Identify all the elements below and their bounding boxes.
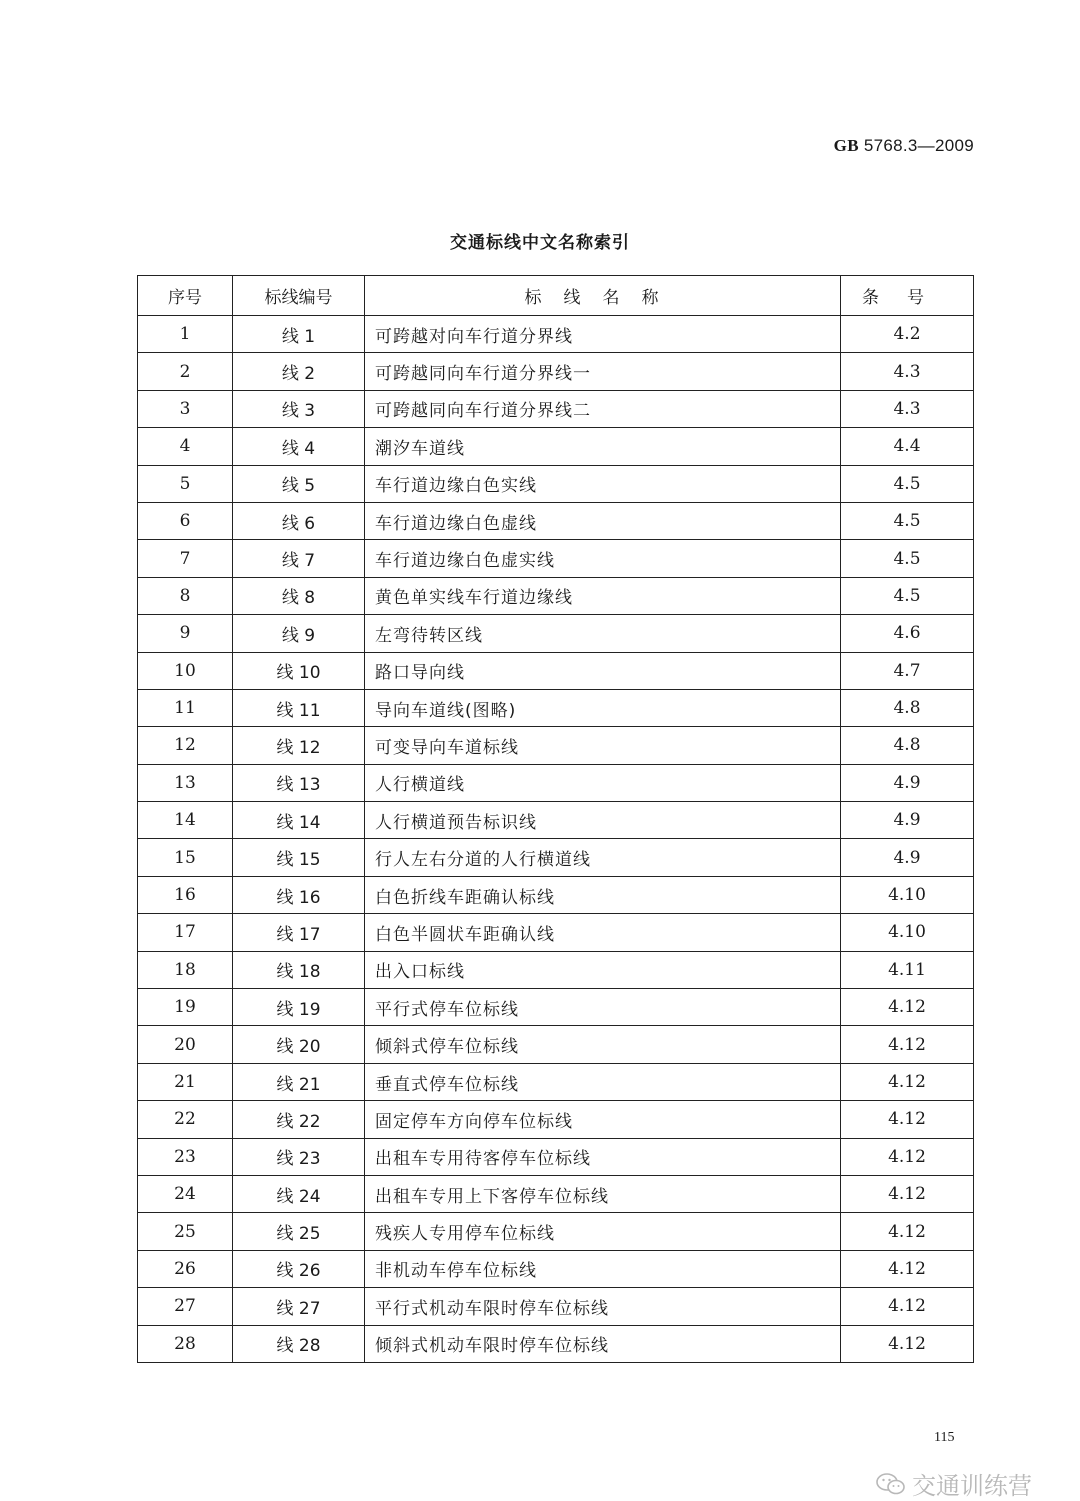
table-row bbox=[138, 839, 974, 876]
table-row bbox=[138, 914, 974, 951]
cell-number: 12 bbox=[138, 727, 233, 764]
cell-marking-name: 出租车专用待客停车位标线 bbox=[365, 1138, 841, 1175]
page-number: 115 bbox=[934, 1430, 955, 1445]
cell-marking-name: 平行式机动车限时停车位标线 bbox=[365, 1288, 841, 1325]
cell-marking-name: 黄色单实线车行道边缘线 bbox=[365, 577, 841, 614]
cell-clause: 4.3 bbox=[841, 353, 974, 390]
table-row bbox=[138, 1063, 974, 1100]
table-row bbox=[138, 577, 974, 614]
table-row bbox=[138, 689, 974, 726]
cell-marking-code: 线 9 bbox=[233, 615, 365, 652]
cell-marking-name: 车行道边缘白色实线 bbox=[365, 465, 841, 502]
cell-marking-name: 白色半圆状车距确认线 bbox=[365, 914, 841, 951]
cell-marking-code: 线 23 bbox=[233, 1138, 365, 1175]
cell-marking-code: 线 21 bbox=[233, 1063, 365, 1100]
cell-marking-code: 线 5 bbox=[233, 465, 365, 502]
cell-marking-code: 线 26 bbox=[233, 1250, 365, 1287]
cell-marking-code: 线 22 bbox=[233, 1101, 365, 1138]
table-row bbox=[138, 316, 974, 353]
cell-marking-code: 线 11 bbox=[233, 689, 365, 726]
cell-marking-name: 路口导向线 bbox=[365, 652, 841, 689]
cell-number: 1 bbox=[138, 316, 233, 353]
watermark-text: 交通训练营 bbox=[912, 1472, 1032, 1500]
cell-marking-name: 人行横道预告标识线 bbox=[365, 802, 841, 839]
cell-number: 2 bbox=[138, 353, 233, 390]
cell-marking-code: 线 2 bbox=[233, 353, 365, 390]
cell-number: 14 bbox=[138, 802, 233, 839]
cell-marking-name: 左弯待转区线 bbox=[365, 615, 841, 652]
table-row bbox=[138, 1101, 974, 1138]
cell-marking-name: 白色折线车距确认标线 bbox=[365, 876, 841, 913]
cell-number: 8 bbox=[138, 577, 233, 614]
cell-marking-code: 线 7 bbox=[233, 540, 365, 577]
cell-clause: 4.2 bbox=[841, 316, 974, 353]
column-header-code: 标线编号 bbox=[233, 276, 365, 316]
column-header-no: 序号 bbox=[138, 276, 233, 316]
cell-clause: 4.12 bbox=[841, 1250, 974, 1287]
cell-marking-name: 出租车专用上下客停车位标线 bbox=[365, 1175, 841, 1212]
cell-number: 18 bbox=[138, 951, 233, 988]
cell-marking-name: 垂直式停车位标线 bbox=[365, 1063, 841, 1100]
cell-number: 24 bbox=[138, 1175, 233, 1212]
table-row bbox=[138, 989, 974, 1026]
cell-marking-name: 固定停车方向停车位标线 bbox=[365, 1101, 841, 1138]
cell-clause: 4.12 bbox=[841, 1288, 974, 1325]
table-row bbox=[138, 353, 974, 390]
cell-number: 19 bbox=[138, 989, 233, 1026]
cell-number: 6 bbox=[138, 502, 233, 539]
cell-number: 11 bbox=[138, 689, 233, 726]
cell-marking-code: 线 1 bbox=[233, 316, 365, 353]
table-row bbox=[138, 390, 974, 427]
cell-number: 27 bbox=[138, 1288, 233, 1325]
cell-marking-code: 线 19 bbox=[233, 989, 365, 1026]
table-row bbox=[138, 540, 974, 577]
cell-number: 21 bbox=[138, 1063, 233, 1100]
table-row bbox=[138, 615, 974, 652]
cell-number: 20 bbox=[138, 1026, 233, 1063]
cell-marking-name: 人行横道线 bbox=[365, 764, 841, 801]
cell-clause: 4.12 bbox=[841, 1138, 974, 1175]
cell-marking-name: 可跨越对向车行道分界线 bbox=[365, 316, 841, 353]
standard-prefix: GB bbox=[833, 136, 859, 155]
table-row bbox=[138, 876, 974, 913]
cell-clause: 4.5 bbox=[841, 577, 974, 614]
cell-marking-name: 平行式停车位标线 bbox=[365, 989, 841, 1026]
table-row bbox=[138, 502, 974, 539]
cell-marking-name: 残疾人专用停车位标线 bbox=[365, 1213, 841, 1250]
cell-marking-code: 线 13 bbox=[233, 764, 365, 801]
cell-marking-code: 线 27 bbox=[233, 1288, 365, 1325]
cell-clause: 4.12 bbox=[841, 1101, 974, 1138]
cell-marking-name: 潮汐车道线 bbox=[365, 428, 841, 465]
cell-marking-name: 可变导向车道标线 bbox=[365, 727, 841, 764]
cell-marking-code: 线 8 bbox=[233, 577, 365, 614]
cell-marking-name: 车行道边缘白色虚线 bbox=[365, 502, 841, 539]
cell-clause: 4.9 bbox=[841, 839, 974, 876]
cell-number: 16 bbox=[138, 876, 233, 913]
cell-number: 3 bbox=[138, 390, 233, 427]
cell-marking-code: 线 12 bbox=[233, 727, 365, 764]
table-row bbox=[138, 764, 974, 801]
cell-number: 10 bbox=[138, 652, 233, 689]
cell-marking-name: 可跨越同向车行道分界线一 bbox=[365, 353, 841, 390]
cell-number: 7 bbox=[138, 540, 233, 577]
cell-number: 13 bbox=[138, 764, 233, 801]
cell-marking-code: 线 18 bbox=[233, 951, 365, 988]
column-header-name: 标线名称 bbox=[365, 276, 841, 316]
cell-clause: 4.8 bbox=[841, 727, 974, 764]
table-row bbox=[138, 727, 974, 764]
cell-number: 15 bbox=[138, 839, 233, 876]
cell-number: 22 bbox=[138, 1101, 233, 1138]
cell-number: 28 bbox=[138, 1325, 233, 1362]
cell-clause: 4.5 bbox=[841, 465, 974, 502]
cell-marking-code: 线 3 bbox=[233, 390, 365, 427]
table-row bbox=[138, 428, 974, 465]
table-row bbox=[138, 1325, 974, 1362]
standard-code bbox=[834, 136, 974, 156]
cell-clause: 4.12 bbox=[841, 1175, 974, 1212]
table-row bbox=[138, 1138, 974, 1175]
watermark bbox=[876, 1466, 1032, 1501]
cell-marking-code: 线 6 bbox=[233, 502, 365, 539]
cell-marking-code: 线 24 bbox=[233, 1175, 365, 1212]
cell-number: 5 bbox=[138, 465, 233, 502]
cell-clause: 4.4 bbox=[841, 428, 974, 465]
cell-clause: 4.12 bbox=[841, 1325, 974, 1362]
table-row bbox=[138, 1288, 974, 1325]
table-row bbox=[138, 802, 974, 839]
wechat-icon bbox=[876, 1472, 906, 1496]
table-row bbox=[138, 1175, 974, 1212]
table-body bbox=[138, 316, 974, 1363]
cell-marking-name: 行人左右分道的人行横道线 bbox=[365, 839, 841, 876]
cell-marking-code: 线 20 bbox=[233, 1026, 365, 1063]
cell-number: 23 bbox=[138, 1138, 233, 1175]
cell-marking-code: 线 16 bbox=[233, 876, 365, 913]
cell-number: 17 bbox=[138, 914, 233, 951]
index-table bbox=[137, 275, 974, 1363]
table-row bbox=[138, 1026, 974, 1063]
cell-clause: 4.9 bbox=[841, 764, 974, 801]
table-row bbox=[138, 1213, 974, 1250]
cell-clause: 4.12 bbox=[841, 1026, 974, 1063]
cell-number: 9 bbox=[138, 615, 233, 652]
cell-marking-code: 线 10 bbox=[233, 652, 365, 689]
cell-clause: 4.5 bbox=[841, 502, 974, 539]
page-title: 交通标线中文名称索引 bbox=[450, 233, 630, 253]
table-row bbox=[138, 652, 974, 689]
cell-clause: 4.10 bbox=[841, 914, 974, 951]
cell-number: 26 bbox=[138, 1250, 233, 1287]
cell-marking-name: 可跨越同向车行道分界线二 bbox=[365, 390, 841, 427]
table-row bbox=[138, 951, 974, 988]
cell-marking-code: 线 14 bbox=[233, 802, 365, 839]
cell-marking-name: 导向车道线(图略) bbox=[365, 689, 841, 726]
cell-clause: 4.11 bbox=[841, 951, 974, 988]
cell-number: 4 bbox=[138, 428, 233, 465]
cell-marking-code: 线 17 bbox=[233, 914, 365, 951]
cell-clause: 4.12 bbox=[841, 1063, 974, 1100]
column-header-clause: 条号 bbox=[841, 276, 974, 316]
cell-marking-name: 倾斜式停车位标线 bbox=[365, 1026, 841, 1063]
cell-marking-name: 非机动车停车位标线 bbox=[365, 1250, 841, 1287]
cell-clause: 4.9 bbox=[841, 802, 974, 839]
cell-marking-code: 线 28 bbox=[233, 1325, 365, 1362]
cell-marking-code: 线 25 bbox=[233, 1213, 365, 1250]
cell-clause: 4.10 bbox=[841, 876, 974, 913]
cell-marking-name: 车行道边缘白色虚实线 bbox=[365, 540, 841, 577]
cell-marking-code: 线 4 bbox=[233, 428, 365, 465]
cell-clause: 4.8 bbox=[841, 689, 974, 726]
table-row bbox=[138, 465, 974, 502]
cell-number: 25 bbox=[138, 1213, 233, 1250]
cell-clause: 4.6 bbox=[841, 615, 974, 652]
cell-marking-code: 线 15 bbox=[233, 839, 365, 876]
table-row bbox=[138, 1250, 974, 1287]
table-header-row bbox=[138, 276, 974, 316]
cell-clause: 4.7 bbox=[841, 652, 974, 689]
standard-number: 5768.3—2009 bbox=[863, 136, 974, 155]
cell-clause: 4.12 bbox=[841, 1213, 974, 1250]
cell-clause: 4.3 bbox=[841, 390, 974, 427]
cell-marking-name: 倾斜式机动车限时停车位标线 bbox=[365, 1325, 841, 1362]
cell-marking-name: 出入口标线 bbox=[365, 951, 841, 988]
cell-clause: 4.5 bbox=[841, 540, 974, 577]
cell-clause: 4.12 bbox=[841, 989, 974, 1026]
